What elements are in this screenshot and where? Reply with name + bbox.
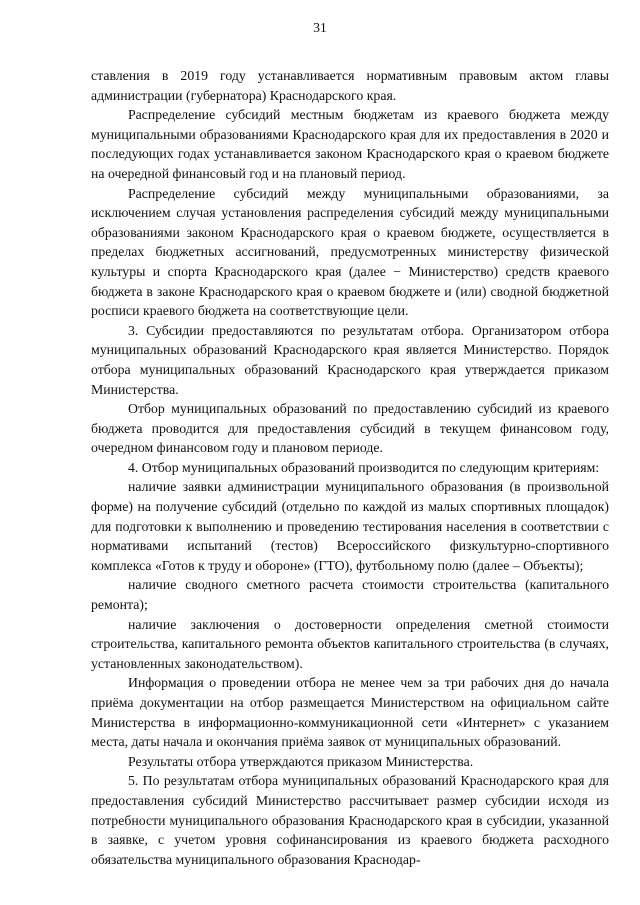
- paragraph-information: Информация о проведении отбора не менее чем за три рабочих дня до начала приёма документации на отбор размещается Министерством на официальном сайте Министерства в информационно-коммуникационной сети «Интернет» с указанием места, даты начала и окончания приёма заявок от муниципальных образований.: [91, 675, 609, 750]
- paragraph-results: Результаты отбора утверждаются приказом Министерства.: [128, 753, 474, 769]
- document-body: [91, 66, 609, 869]
- paragraph-item-5: 5. По результатам отбора муниципальных образований Краснодарского края для предоставления субсидий Министерство рассчитывает размер субсидии исходя из потребности муниципального образования Краснодарского края в субсидии, указанной в заявке, с учетом уровня софинансирования из краевого бюджета расходного обязательства муниципального образования Краснодар-: [91, 773, 609, 867]
- paragraph-distribution-ministry: Распределение субсидий между муниципальными образованиями, за исключением случая установления распределения субсидий между муниципальными образованиями законом Краснодарского края о краевом бюджете, осуществляется в пределах бюджетных ассигнований, предусмотренных министерству физической культуры и спорта Краснодарского края (далее − Министерство) средств краевого бюджета в законе Краснодарского края о краевом бюджете и (или) сводной бюджетной росписи краевого бюджета на соответствующие цели.: [91, 185, 609, 319]
- paragraph-distribution-2020: Распределение субсидий местным бюджетам из краевого бюджета между муниципальными образованиями Краснодарского края для их предоставления в 2020 и последующих годах устанавливается законом Краснодарского края о краевом бюджете на очередной финансовый год и на плановый период.: [91, 107, 609, 181]
- criterion-conclusion: наличие заключения о достоверности определения сметной стоимости строительства, капитального ремонта объектов капитального строительства (в случаях, установленных законодательством).: [91, 616, 609, 671]
- paragraph-item-3: 3. Субсидии предоставляются по результатам отбора. Организатором отбора муниципальных образований Краснодарского края является Министерство. Порядок отбора муниципальных образований Краснодарского края утверждается приказом Министерства.: [91, 322, 609, 397]
- paragraph-selection-period: Отбор муниципальных образований по предоставлению субсидий из краевого бюджета проводится для предоставления субсидий в текущем финансовом году, очередном финансовом году и плановом периоде.: [91, 401, 609, 456]
- paragraph-continuation: ставления в 2019 году устанавливается нормативным правовым актом главы администрации (губернатора) Краснодарского края.: [91, 68, 609, 103]
- paragraph-item-4: 4. Отбор муниципальных образований производится по следующим критериям:: [128, 459, 600, 475]
- page-number: 31: [313, 20, 327, 35]
- criterion-estimate: наличие сводного сметного расчета стоимости строительства (капитального ремонта);: [91, 577, 609, 613]
- criterion-application: наличие заявки администрации муниципального образования (в произвольной форме) на получение субсидий (отдельно по каждой из малых спортивных площадок) для подготовки к выполнению и проведению тестирования населения в соответствии с нормативами испытаний (тестов) Всероссийского физкультурно-спортивного комплекса «Готов к труду и обороне» (ГТО), футбольному полю (далее – Объекты);: [91, 479, 609, 573]
